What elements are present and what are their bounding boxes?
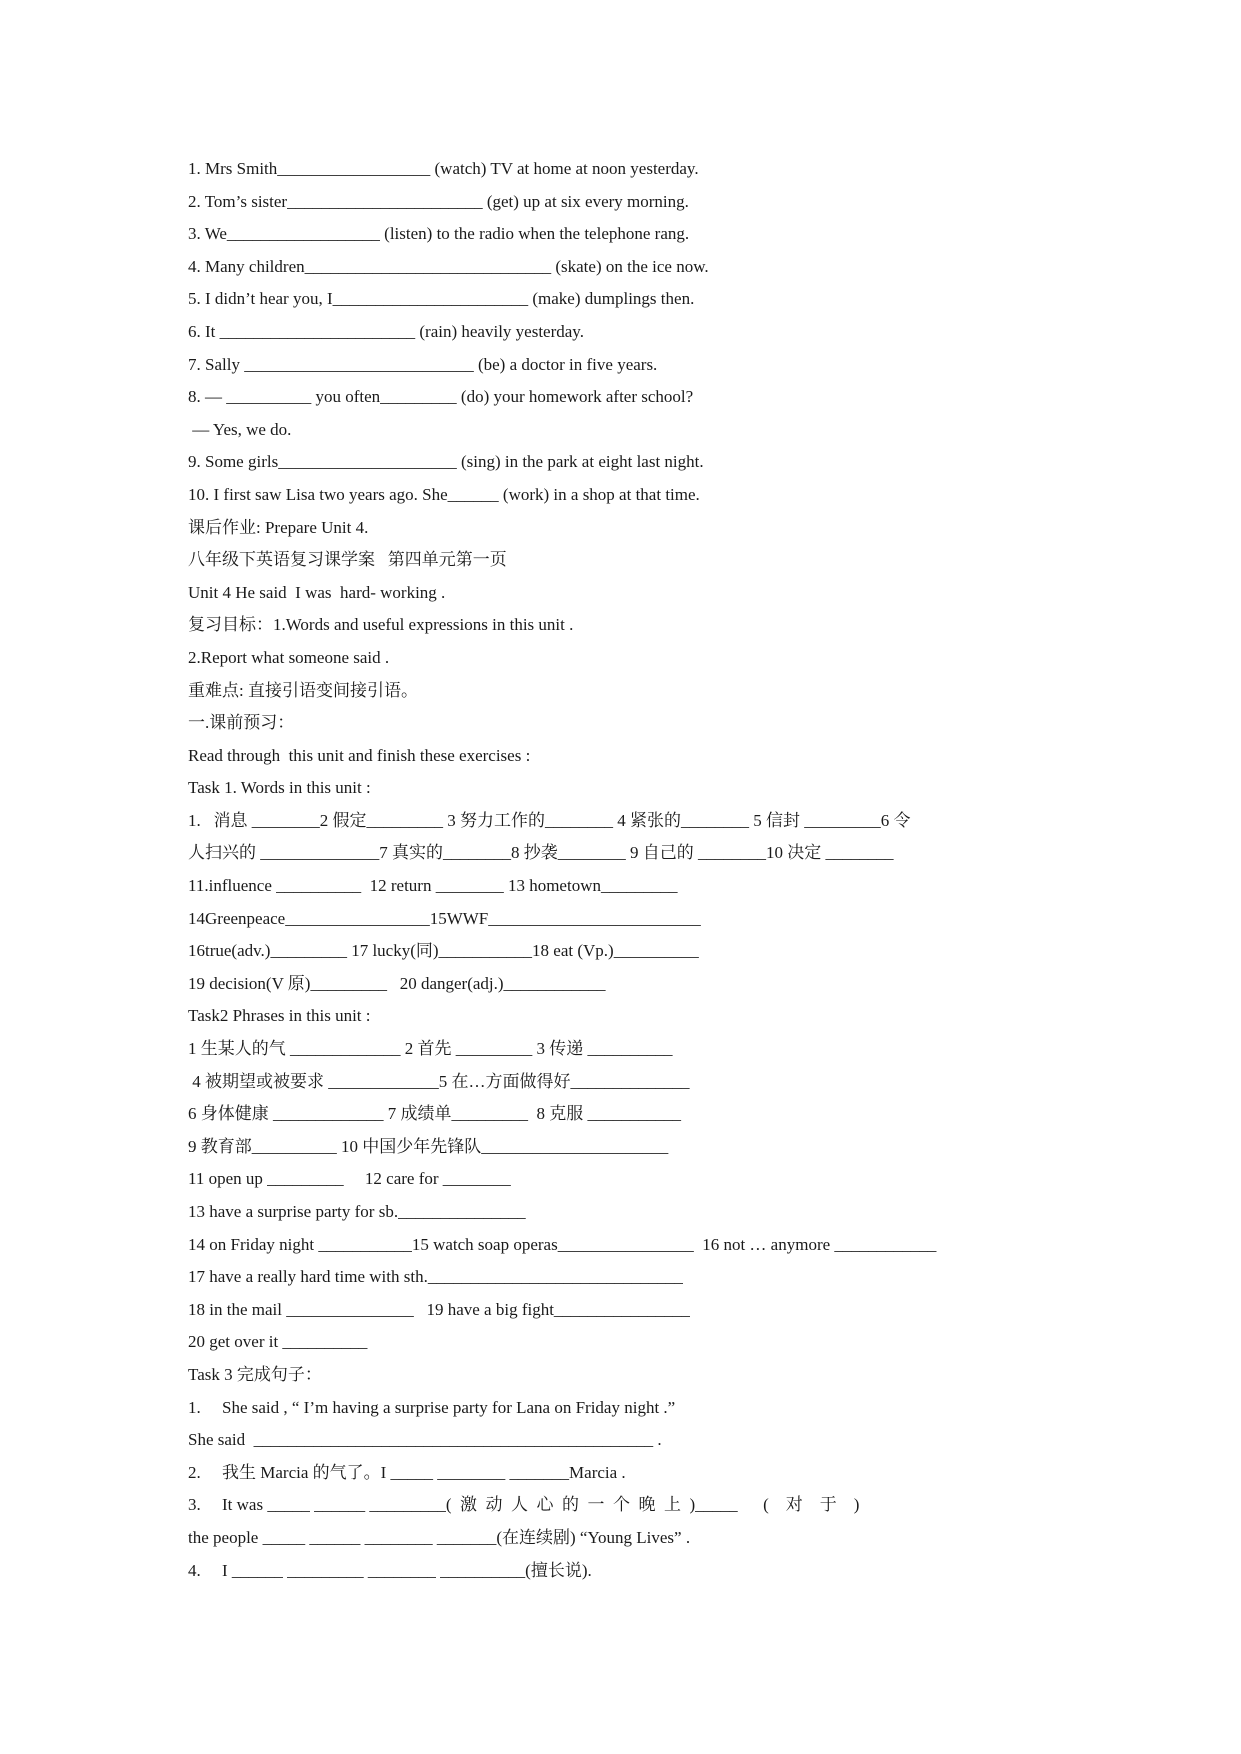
sentence-line: 3. It was _____ ______ _________( 激 动 人 心 的 一 个 晚 上 )_____ ( 对 于 )	[188, 1495, 860, 1515]
vocab-line: 14Greenpeace_________________15WWF_________________________	[188, 908, 701, 928]
homework-line: 课后作业: Prepare Unit 4.	[188, 517, 369, 537]
instruction-line: Read through this unit and finish these exercises :	[188, 745, 531, 765]
phrase-line: 1 生某人的气 _____________ 2 首先 _________ 3 传递 __________	[188, 1039, 673, 1059]
phrase-line: 14 on Friday night ___________15 watch soap operas________________ 16 not … anymore ____________	[188, 1234, 937, 1254]
exercise-line: 3. We__________________ (listen) to the radio when the telephone rang.	[188, 224, 690, 244]
sentence-line: 2. 我生 Marcia 的气了。I _____ ________ _______Marcia .	[188, 1462, 626, 1482]
phrase-line: 20 get over it __________	[188, 1332, 368, 1352]
vocab-line: 16true(adv.)_________ 17 lucky(同)___________18 eat (Vp.)__________	[188, 941, 699, 961]
vocab-line: 11.influence __________ 12 return ________ 13 hometown_________	[188, 876, 678, 896]
sentence-line: 4. I ______ _________ ________ __________(擅长说).	[188, 1560, 592, 1580]
goal-line: 2.Report what someone said .	[188, 647, 390, 667]
answer-line: — Yes, we do.	[188, 419, 292, 439]
vocab-line: 人扫兴的 ______________7 真实的________8 抄袭________ 9 自己的 ________10 决定 ________	[188, 843, 894, 863]
phrase-line: 4 被期望或被要求 _____________5 在…方面做得好______________	[188, 1071, 690, 1091]
vocab-line: 1. 消息 ________2 假定_________ 3 努力工作的________ 4 紧张的________ 5 信封 _________6 令	[188, 810, 911, 830]
exercise-line: 9. Some girls_____________________ (sing) in the park at eight last night.	[188, 452, 704, 472]
vocab-line: 19 decision(V 原)_________ 20 danger(adj.)____________	[188, 973, 606, 993]
task-heading: Task 3 完成句子：	[188, 1364, 322, 1384]
exercise-line: 2. Tom’s sister_______________________ (get) up at six every morning.	[188, 191, 689, 211]
exercise-line: 6. It _______________________ (rain) heavily yesterday.	[188, 321, 584, 341]
task-heading: Task2 Phrases in this unit :	[188, 1006, 371, 1026]
exercise-line: 10. I first saw Lisa two years ago. She______ (work) in a shop at that time.	[188, 484, 700, 504]
sentence-line: the people _____ ______ ________ _______(在连续剧) “Young Lives” .	[188, 1527, 691, 1547]
phrase-line: 9 教育部__________ 10 中国少年先锋队______________________	[188, 1136, 669, 1156]
exercise-line: 4. Many children_____________________________ (skate) on the ice now.	[188, 256, 709, 276]
document-body	[188, 153, 1068, 1587]
phrase-line: 13 have a surprise party for sb._______________	[188, 1202, 526, 1221]
phrase-line: 11 open up _________ 12 care for ________	[188, 1169, 511, 1189]
sentence-line: She said _______________________________________________ .	[188, 1430, 662, 1450]
section-title: 八年级下英语复习课学案 第四单元第一页	[188, 550, 507, 570]
sentence-line: 1. She said , “ I’m having a surprise party for Lana on Friday night .”	[188, 1397, 676, 1417]
exercise-line: 1. Mrs Smith__________________ (watch) TV at home at noon yesterday.	[188, 159, 699, 178]
section-heading: 一.课前预习：	[188, 713, 295, 733]
exercise-line: 8. — __________ you often_________ (do) your homework after school?	[188, 387, 694, 407]
exercise-line: 5. I didn’t hear you, I_______________________ (make) dumplings then.	[188, 289, 695, 309]
key-point-line: 重难点: 直接引语变间接引语。	[188, 680, 418, 700]
exercise-line: 7. Sally ___________________________ (be) a doctor in five years.	[188, 354, 658, 374]
phrase-line: 17 have a really hard time with sth.______________________________	[188, 1267, 683, 1287]
task-heading: Task 1. Words in this unit :	[188, 778, 371, 798]
unit-title: Unit 4 He said I was hard- working .	[188, 582, 446, 602]
phrase-line: 18 in the mail _______________ 19 have a big fight________________	[188, 1299, 690, 1319]
phrase-line: 6 身体健康 _____________ 7 成绩单_________ 8 克服 ___________	[188, 1104, 681, 1124]
goal-line: 复习目标：1.Words and useful expressions in this unit .	[188, 615, 574, 635]
